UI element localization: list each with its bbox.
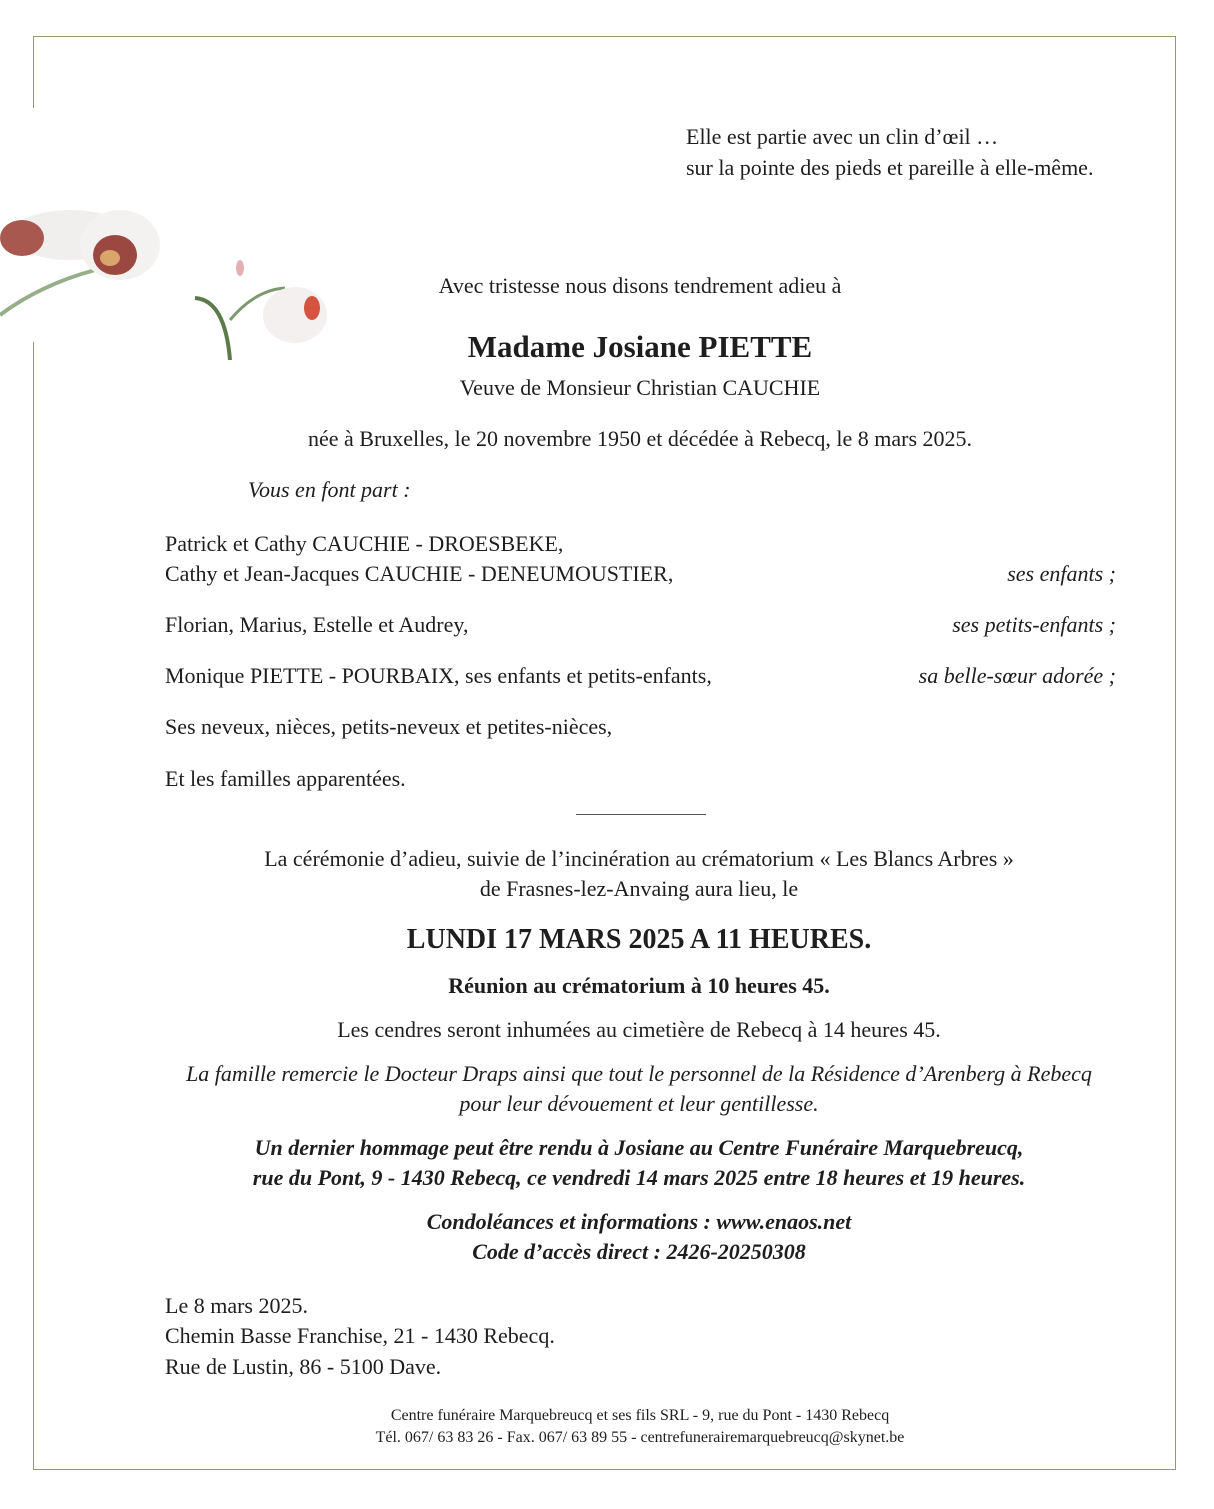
tribute-line-1: Un dernier hommage peut être rendu à Josiane au Centre Funéraire Marquebreucq, — [254, 1135, 1024, 1160]
announcers-label: Vous en font part : — [248, 477, 411, 502]
announcement-date: Le 8 mars 2025. — [165, 1293, 308, 1318]
address-1: Chemin Basse Franchise, 21 - 1430 Rebecq. — [165, 1323, 555, 1348]
condolences-line: Condoléances et informations : www.enaos.net — [426, 1209, 852, 1234]
family-sister-in-law: Monique PIETTE - POURBAIX, ses enfants et petits-enfants, — [165, 663, 712, 688]
meeting-time: Réunion au crématorium à 10 heures 45. — [448, 973, 830, 998]
intro-text: Avec tristesse nous disons tendrement adieu à — [438, 273, 842, 298]
relation-grandchildren: ses petits-enfants ; — [952, 612, 1116, 637]
address-2: Rue de Lustin, 86 - 5100 Dave. — [165, 1354, 442, 1379]
widow-of: Veuve de Monsieur Christian CAUCHIE — [459, 375, 821, 400]
footer-line-2: Tél. 067/ 63 83 26 - Fax. 067/ 63 89 55 - centrefunerairemarquebreucq@skynet.be — [375, 1429, 905, 1446]
birth-death: née à Bruxelles, le 20 novembre 1950 et décédée à Rebecq, le 8 mars 2025. — [307, 426, 973, 451]
ceremony-date: LUNDI 17 MARS 2025 A 11 HEURES. — [406, 924, 872, 955]
family-nephews: Ses neveux, nièces, petits-neveux et petites-nièces, — [165, 714, 613, 739]
family-children-2: Cathy et Jean-Jacques CAUCHIE - DENEUMOUSTIER, — [165, 561, 674, 586]
thanks-line-1: La famille remercie le Docteur Draps ainsi que tout le personnel de la Résidence d’Arenberg à Rebecq — [186, 1061, 1092, 1086]
epigraph-line-1: Elle est partie avec un clin d’œil … — [686, 124, 999, 149]
relation-children: ses enfants ; — [1007, 561, 1116, 586]
epigraph-line-2: sur la pointe des pieds et pareille à elle-même. — [686, 155, 1094, 180]
family-relatives: Et les familles apparentées. — [165, 766, 406, 791]
divider — [576, 814, 706, 815]
ashes-text: Les cendres seront inhumées au cimetière de Rebecq à 14 heures 45. — [337, 1017, 941, 1042]
access-code-line: Code d’accès direct : 2426-20250308 — [472, 1239, 806, 1264]
ceremony-line-1: La cérémonie d’adieu, suivie de l’incinération au crématorium « Les Blancs Arbres » — [264, 846, 1014, 871]
tribute-line-2: rue du Pont, 9 - 1430 Rebecq, ce vendredi 14 mars 2025 entre 18 heures et 19 heures. — [252, 1165, 1026, 1190]
ceremony-line-2: de Frasnes-lez-Anvaing aura lieu, le — [479, 876, 799, 901]
thanks-line-2: pour leur dévouement et leur gentillesse. — [459, 1091, 819, 1116]
footer-line-1: Centre funéraire Marquebreucq et ses fils SRL - 9, rue du Pont - 1430 Rebecq — [390, 1407, 890, 1424]
family-children-1: Patrick et Cathy CAUCHIE - DROESBEKE, — [165, 531, 564, 556]
relation-sister-in-law: sa belle-sœur adorée ; — [918, 663, 1116, 688]
deceased-name: Madame Josiane PIETTE — [467, 329, 813, 364]
family-grandchildren: Florian, Marius, Estelle et Audrey, — [165, 612, 469, 637]
